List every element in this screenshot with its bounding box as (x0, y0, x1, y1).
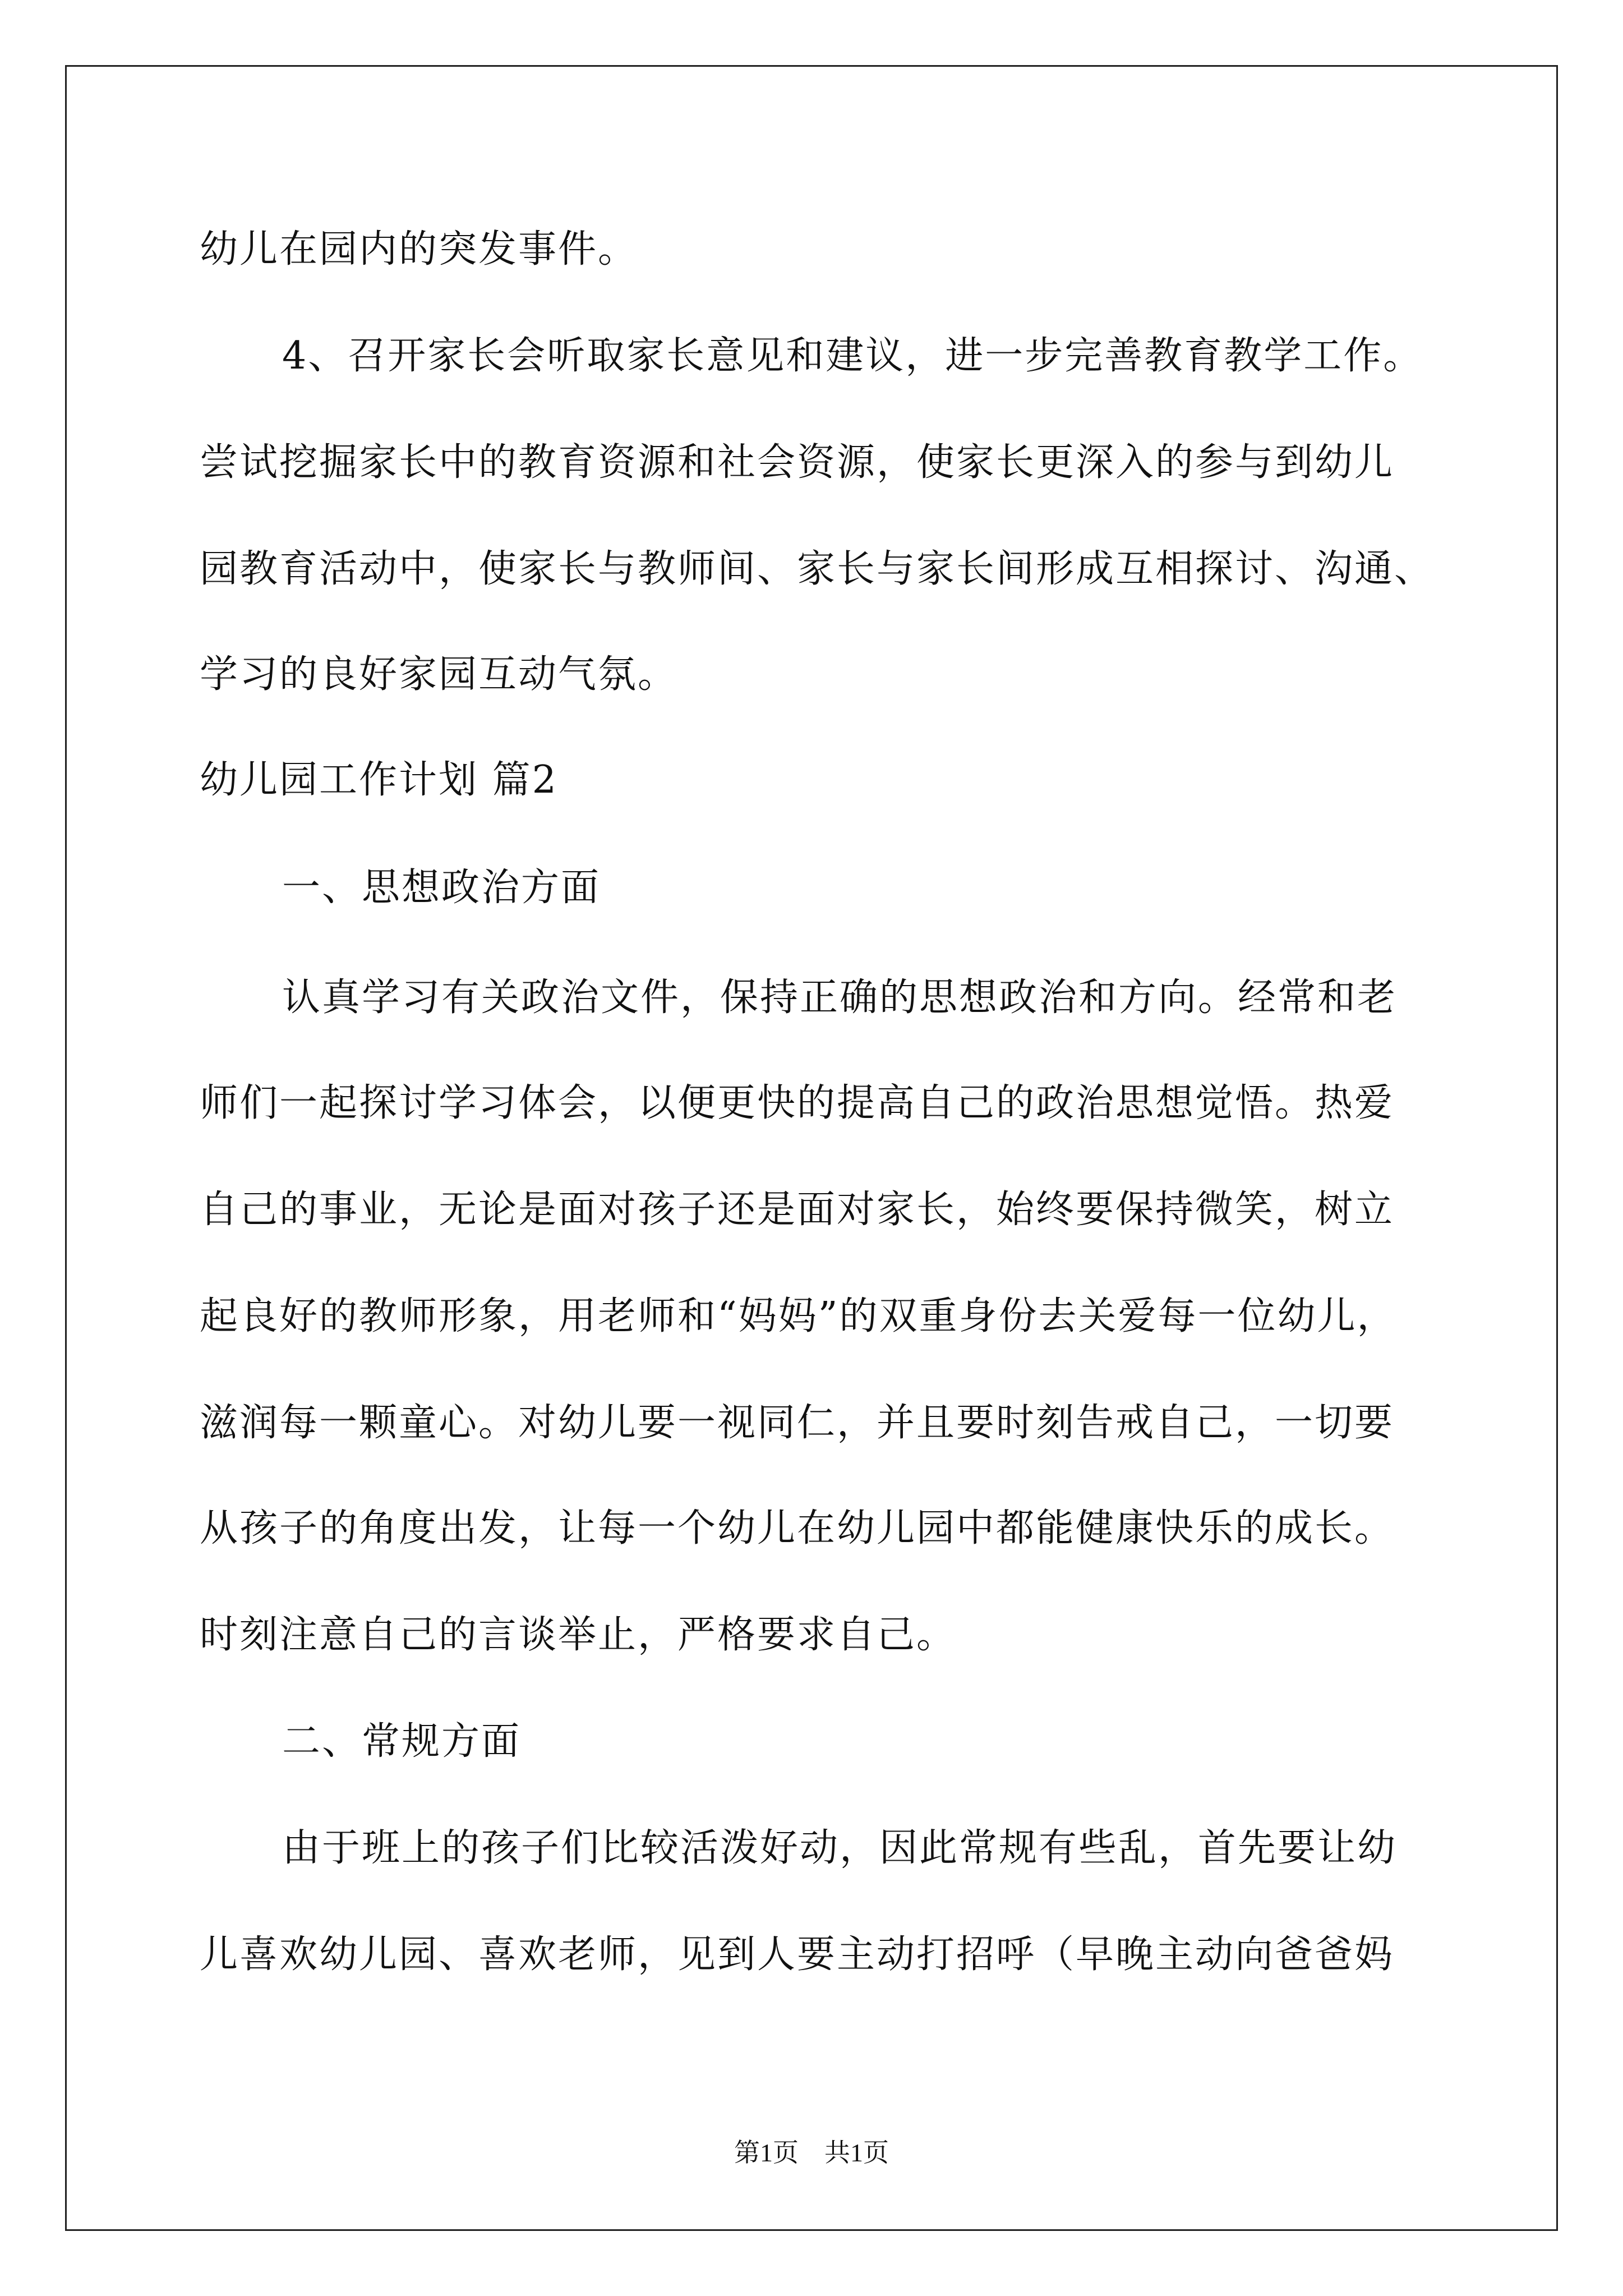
text-line: 园教育活动中，使家长与教师间、家长与家长间形成互相探讨、沟通、 (200, 547, 1435, 591)
text-line: 师们一起探讨学习体会，以便更快的提高自己的政治思想觉悟。热爱 (200, 1081, 1395, 1125)
section-heading: 一、思想政治方面 (282, 866, 601, 910)
section-title: 幼儿园工作计划 篇2 (200, 758, 558, 802)
text-line: 从孩子的角度出发，让每一个幼儿在幼儿园中都能健康快乐的成长。 (200, 1506, 1395, 1550)
text-line: 时刻注意自己的言谈举止，严格要求自己。 (200, 1613, 957, 1657)
text-line: 起良好的教师形象，用老师和“妈妈”的双重身份去关爱每一位幼儿， (200, 1294, 1397, 1338)
text-line: 滋润每一颗童心。对幼儿要一视同仁，并且要时刻告戒自己，一切要 (200, 1401, 1395, 1445)
text-line: 认真学习有关政治文件，保持正确的思想政治和方向。经常和老 (282, 976, 1398, 1020)
section-heading: 二、常规方面 (282, 1719, 522, 1764)
text-line: 儿喜欢幼儿园、喜欢老师，见到人要主动打招呼（早晚主动向爸爸妈 (200, 1932, 1395, 1977)
text-line: 4、召开家长会听取家长意见和建议，进一步完善教育教学工作。 (282, 334, 1423, 378)
text-line: 由于班上的孩子们比较活泼好动，因此常规有些乱，首先要让幼 (282, 1826, 1398, 1870)
text-line: 自己的事业，无论是面对孩子还是面对家长，始终要保持微笑，树立 (200, 1188, 1395, 1232)
page-border (65, 65, 1558, 2231)
text-line: 学习的良好家园互动气氛。 (200, 652, 678, 697)
text-line: 幼儿在园内的突发事件。 (200, 227, 638, 272)
text-line: 尝试挖掘家长中的教育资源和社会资源，使家长更深入的参与到幼儿 (200, 440, 1395, 485)
page-number-footer: 第1页 共1页 (734, 2138, 889, 2167)
